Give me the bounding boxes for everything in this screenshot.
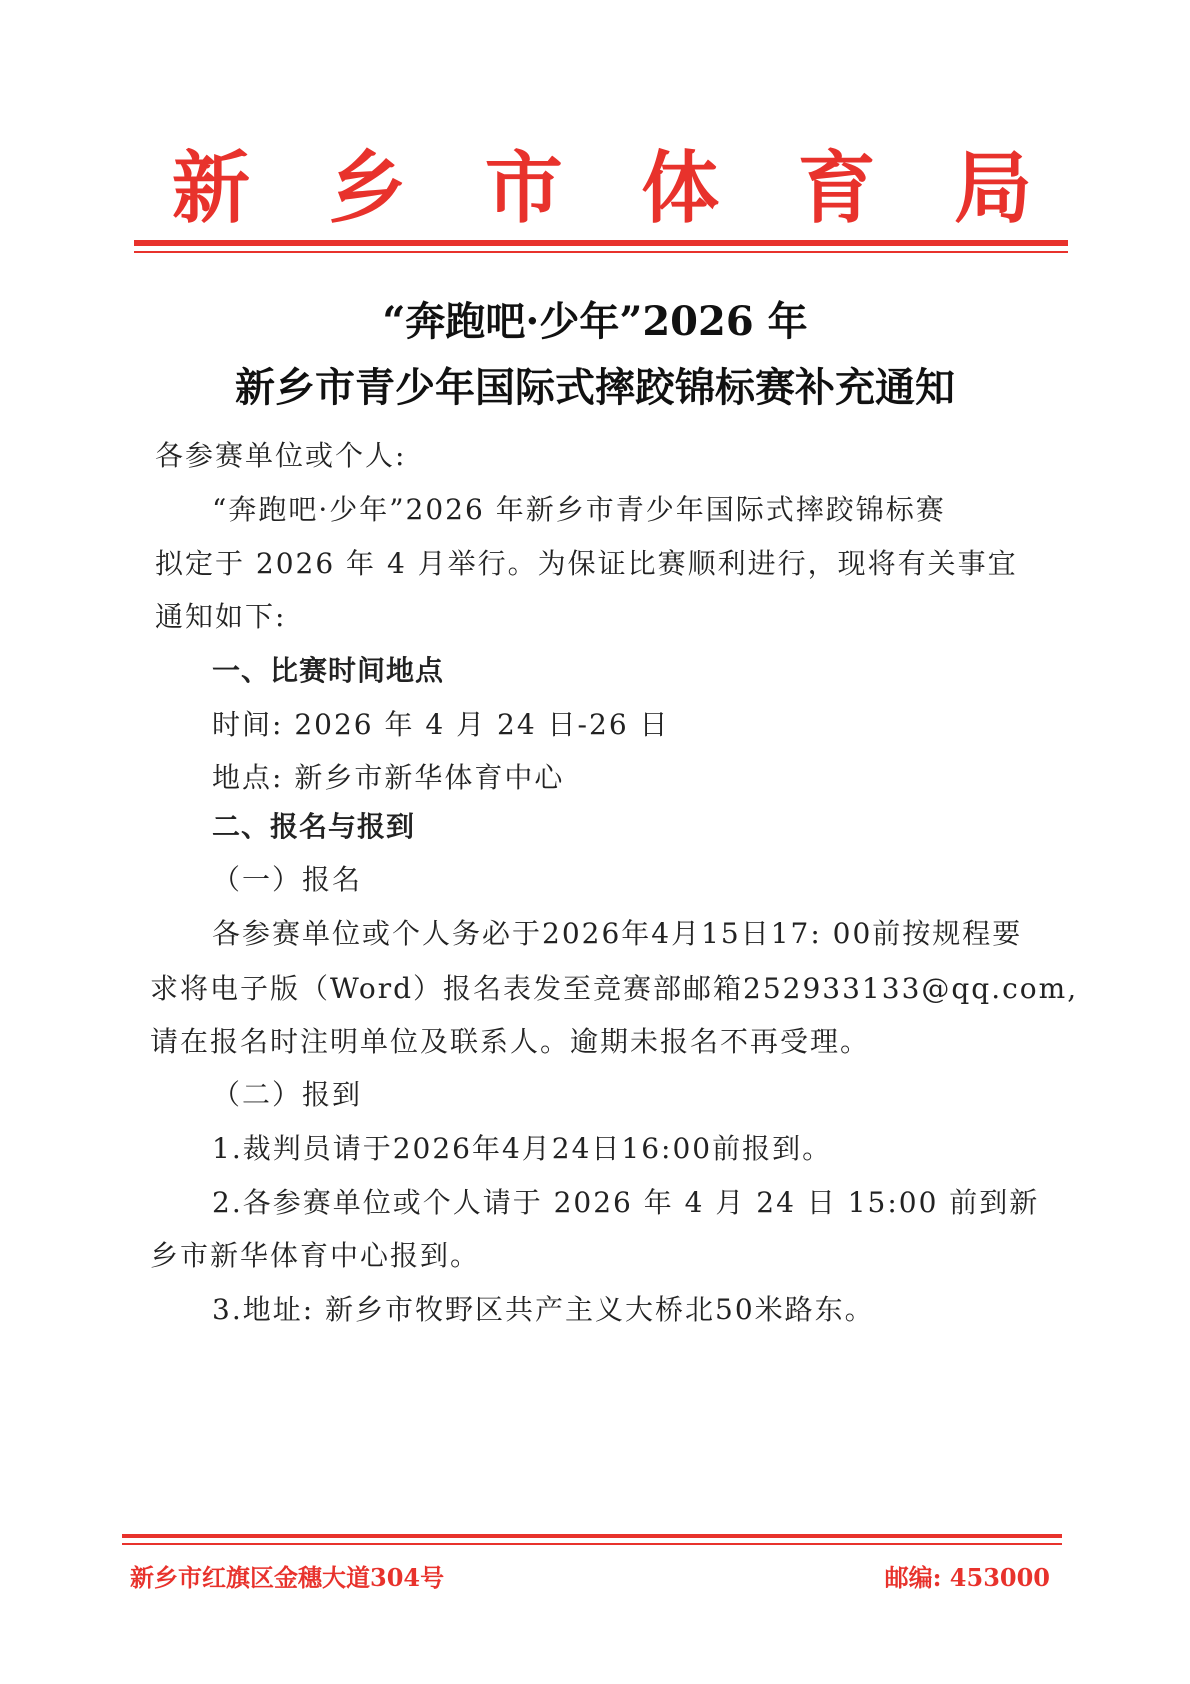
- letterhead-divider-thick: [134, 240, 1068, 246]
- letterhead-char: 局: [953, 143, 1032, 234]
- subsection-registration-heading: （一）报名: [212, 863, 363, 896]
- checkin-item-3: 3.地址: 新乡市牧野区共产主义大桥北50米路东。: [212, 1293, 875, 1326]
- document-title-line-2: 新乡市青少年国际式摔跤锦标赛补充通知: [235, 364, 955, 411]
- intro-line-1: “奔跑吧·少年”2026 年新乡市青少年国际式摔跤锦标赛: [212, 493, 946, 526]
- letterhead-char: 新: [172, 143, 251, 234]
- section-1-heading: 一、比赛时间地点: [212, 654, 445, 687]
- letterhead-char: 体: [641, 143, 720, 234]
- checkin-item-1: 1.裁判员请于2026年4月24日16:00前报到。: [212, 1132, 833, 1165]
- subsection-checkin-heading: （二）报到: [212, 1078, 363, 1111]
- letterhead-char: 市: [484, 143, 563, 234]
- intro-line-3: 通知如下:: [155, 600, 287, 633]
- salutation: 各参赛单位或个人:: [155, 439, 407, 472]
- footer-address: 新乡市红旗区金穗大道304号: [130, 1563, 445, 1592]
- document-title-line-1: “奔跑吧·少年”2026 年: [382, 298, 808, 345]
- footer-divider-thin: [122, 1543, 1062, 1545]
- footer-postcode: 邮编: 453000: [884, 1563, 1050, 1592]
- footer-divider-thick: [122, 1534, 1062, 1538]
- event-time: 时间: 2026 年 4 月 24 日-26 日: [212, 708, 670, 741]
- registration-line-1: 各参赛单位或个人务必于2026年4月15日17: 00前按规程要: [212, 917, 1023, 950]
- checkin-item-2-line-2: 乡市新华体育中心报到。: [150, 1239, 481, 1272]
- registration-line-2: 求将电子版（Word）报名表发至竞赛部邮箱252933133@qq.com,: [150, 972, 1079, 1005]
- intro-line-2: 拟定于 2026 年 4 月举行。为保证比赛顺利进行，现将有关事宜: [155, 547, 1018, 580]
- event-place: 地点: 新乡市新华体育中心: [212, 761, 565, 794]
- section-2-heading: 二、报名与报到: [212, 810, 416, 843]
- letterhead-char: 乡: [328, 143, 407, 234]
- letterhead: [172, 143, 1032, 234]
- letterhead-divider-thin: [134, 251, 1068, 253]
- letterhead-char: 育: [797, 143, 876, 234]
- checkin-item-2-line-1: 2.各参赛单位或个人请于 2026 年 4 月 24 日 15:00 前到新: [212, 1186, 1040, 1219]
- registration-line-3: 请在报名时注明单位及联系人。逾期未报名不再受理。: [150, 1025, 871, 1058]
